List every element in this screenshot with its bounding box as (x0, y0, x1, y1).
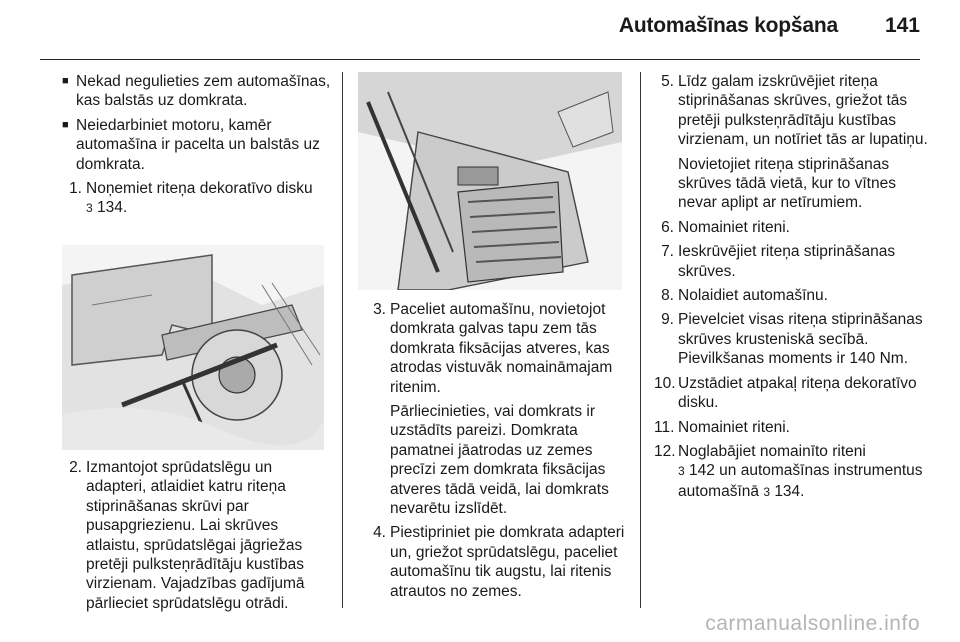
step-text: Izmantojot sprūdatslēgu un adapteri, atlaidiet katru riteņa stiprināšanas skrūvi par pusapgriezienu. Lai skrūves atlaistu, sprūdatslēgai jāgriežas pretēji pulksteņrādītāju kustības virzienam. Vajadzības gadījumā pārlieciet sprūdatslēgu otrādi. (86, 459, 305, 612)
step-text: Piestipriniet pie domkrata adapteri un, griežot sprūdatslēgu, paceliet automašīnu tik augstu, lai ritenis atrautos no zemes. (390, 524, 625, 600)
step-number: 6. (661, 218, 674, 236)
page-ref-link[interactable]: 3 134. (86, 199, 128, 217)
step-8 (654, 286, 930, 305)
step-number: 11. (654, 418, 675, 436)
step-text: Noņemiet riteņa dekoratīvo disku (86, 180, 313, 198)
step-1 (62, 179, 334, 219)
header-rule (40, 59, 920, 60)
page-ref-link[interactable]: 3 134. (763, 482, 805, 500)
step-11 (654, 418, 930, 437)
arrow-ref-icon: 3 (86, 201, 93, 216)
step-text: Ieskrūvējiet riteņa stiprināšanas skrūves. (678, 243, 896, 280)
step-5-note: Novietojiet riteņa stiprināšanas skrūves tādā vietā, kur to vītnes nevar aplipt ar netīrumiem. (678, 155, 896, 212)
illustration-jack-position (358, 72, 622, 290)
step-number: 7. (661, 243, 674, 261)
column-3 (654, 72, 930, 507)
step-text: Līdz galam izskrūvējiet riteņa stiprināšanas skrūves, griežot tās pretēji pulksteņrādītāju kustības virzienam, un notīriet tās ar lupatiņu. (678, 73, 928, 149)
arrow-ref-icon: 3 (678, 464, 685, 479)
warning-bullet-1: ■ Nekad negulieties zem automašīnas, kas balstās uz domkrata. (62, 72, 334, 111)
step-number: 10. (654, 374, 676, 392)
step-text: Paceliet automašīnu, novietojot domkrata galvas tapu zem tās domkrata fiksācijas atveres, kas atrodas vistuvāk nomaināmajam ritenim. (390, 301, 613, 396)
step-text: Nolaidiet automašīnu. (678, 287, 828, 305)
step-3-note: Pārliecinieties, vai domkrats ir uzstādīts pareizi. Domkrata pamatnei jāatrodas uz zemes precīzi zem domkrata fiksācijas atveres tādā veidā, lai domkrats nevarētu izslīdēt. (390, 403, 609, 518)
step-text: Uzstādiet atpakaļ riteņa dekoratīvo disku. (678, 374, 917, 412)
step-12 (654, 442, 930, 502)
page-number: 141 (884, 14, 920, 37)
watermark: carmanualsonline.info (705, 612, 920, 635)
arrow-ref-icon: 3 (763, 484, 770, 499)
step-9 (654, 310, 930, 368)
step-number: 5. (661, 73, 674, 90)
step-number: 1. (69, 180, 82, 198)
page-title: Automašīnas kopšana (618, 14, 838, 37)
step-text: Nomainiet riteni. (678, 418, 790, 436)
column-divider-2 (640, 72, 641, 608)
step-number: 4. (373, 524, 386, 542)
column-1 (62, 72, 334, 224)
step-number: 8. (661, 287, 674, 305)
step-text: Nomainiet riteni. (678, 218, 790, 236)
step-2 (62, 458, 334, 613)
step-4 (366, 523, 632, 601)
warning-bullet-2: ■ Neiedarbiniet motoru, kamēr automašīna ir pacelta un balstās uz domkrata. (62, 116, 334, 174)
step-10 (654, 374, 930, 413)
step-number: 12. (654, 442, 676, 460)
step-number: 9. (661, 311, 674, 329)
step-6 (654, 218, 930, 237)
column-1-lower (62, 458, 334, 618)
step-3 (366, 300, 632, 397)
column-divider-1 (342, 72, 343, 608)
illustration-wheel-bolts (62, 245, 324, 450)
page-header (0, 0, 960, 60)
step-number: 3. (373, 301, 386, 318)
step-7 (654, 242, 930, 281)
page-ref-link[interactable]: 3 142 un automašīnas instrumentus automašīnā (678, 462, 923, 500)
step-text: Noglabājiet nomainīto riteni (678, 442, 866, 460)
step-5 (654, 72, 930, 150)
step-text: Pievelciet visas riteņa stiprināšanas skrūves krusteniskā secībā. Pievilkšanas moments ir 140 Nm. (678, 311, 923, 368)
column-2 (366, 300, 632, 606)
step-number: 2. (69, 459, 82, 476)
